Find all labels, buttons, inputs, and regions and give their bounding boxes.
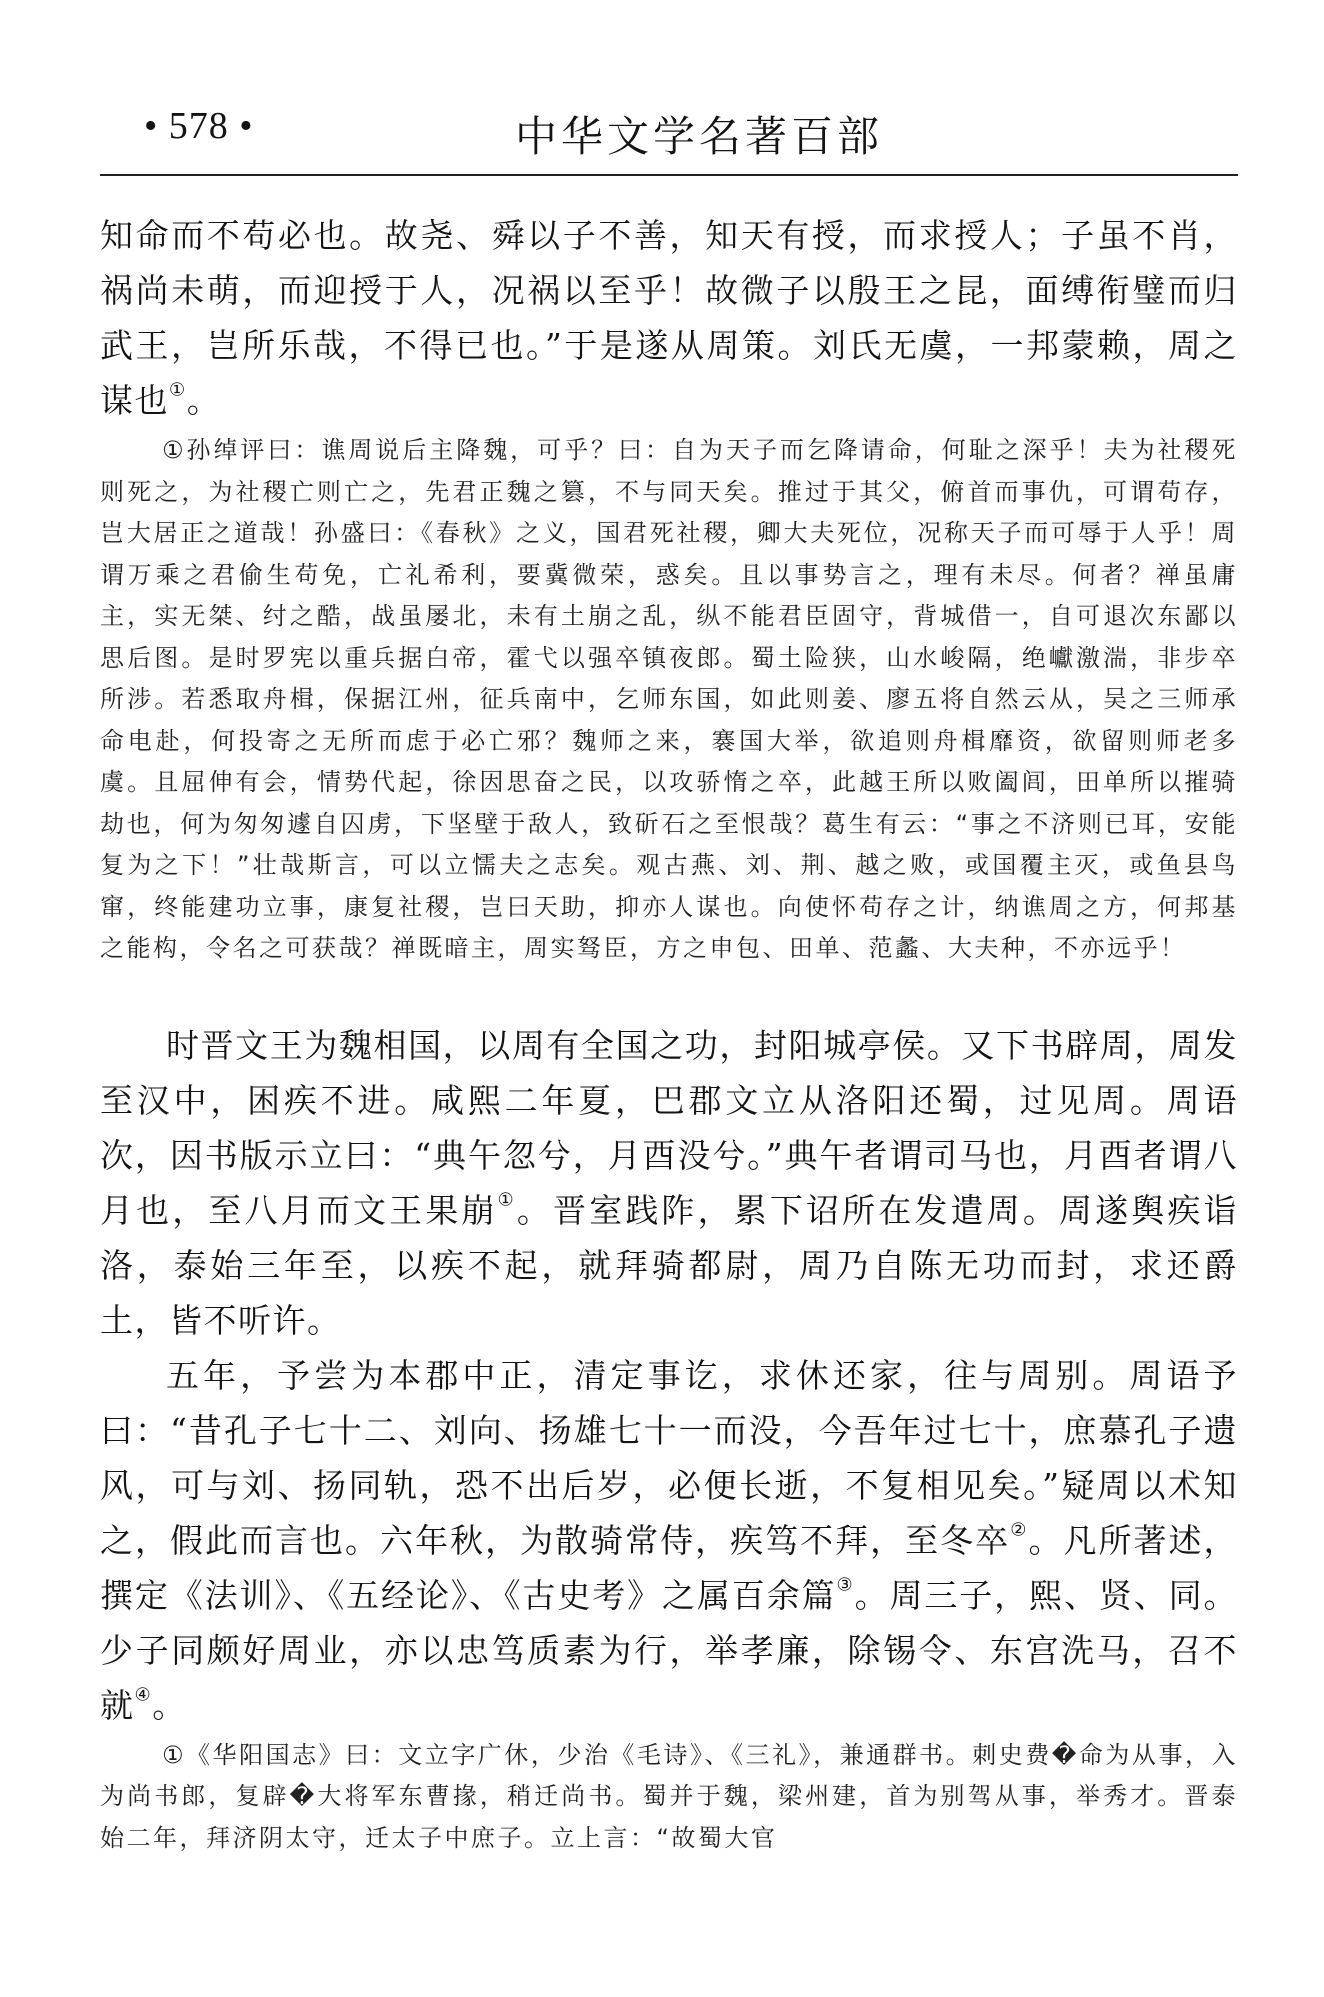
section-spacer — [100, 970, 1238, 1018]
paragraph-tail: 。 — [152, 1685, 187, 1725]
body-paragraph-3 — [100, 1348, 1238, 1733]
footnote-mark: ③ — [836, 1574, 855, 1596]
page-content — [100, 208, 1238, 1859]
paragraph-text: 。凡所著述，撰定《法训》、《五经论》、《古史考》之属百余篇 — [100, 1520, 1239, 1615]
footnote-mark: ① — [169, 379, 187, 401]
footnote-mark: ② — [1010, 1519, 1029, 1541]
footnote-mark: ① — [497, 1189, 517, 1211]
book-title: 中华文学名著百部 — [515, 112, 884, 161]
paragraph-text: 知命而不苟必也。故尧、舜以子不善，知天有授，而求授人；子虽不肖，祸尚未萌，而迎授于人，况祸以至乎！故微子以殷王之昆，面缚衔璧而归武王，岂所乐哉，不得已也。”于是遂从周策。刘氏无虞，一邦蒙赖，周之谋也 — [100, 216, 1238, 420]
paragraph-text: 时晋文王为魏相国，以周有全国之功，封阳城亭侯。又下书辟周，周发至汉中，困疾不进。咸熙二年夏，巴郡文立从洛阳还蜀，过见周。周语次，因书版示立曰：“典午忽兮，月酉没兮。”典午者谓司马也，月酉者谓八月也，至八月而文王果崩 — [100, 1025, 1238, 1230]
paragraph-text: 。周三子，熙、贤、同。少子同颇好周业，亦以忠笃质素为行，举孝廉，除锡令、东宫洗马，召不就 — [100, 1575, 1239, 1725]
footnote-mark: ④ — [134, 1684, 153, 1706]
body-paragraph-1 — [100, 208, 1238, 428]
page-header — [100, 104, 1238, 176]
paragraph-text: 。晋室践阼，累下诏所在发遣周。周遂舆疾诣洛，泰始三年至，以疾不起，就拜骑都尉，周乃自陈无功而封，求还爵土，皆不听许。 — [100, 1190, 1239, 1340]
footnote-block-1: ①孙绰评曰：谯周说后主降魏，可乎？曰：自为天子而乞降请命，何耻之深乎！夫为社稷死则死之，为社稷亡则亡之，先君正魏之篡，不与同天矣。推过于其父，俯首而事仇，可谓苟存，岂大居正之道哉！孙盛曰：《春秋》之义，国君死社稷，卿大夫死位，况称天子而可辱于人乎！周谓万乘之君偷生苟免，亡礼希利，要冀微荣，惑矣。且以事势言之，理有未尽。何者？禅虽庸主，实无桀、纣之酷，战虽屡北，未有土崩之乱，纵不能君臣固守，背城借一，自可退次东鄙以思后图。是时罗宪以重兵据白帝，霍弋以强卒镇夜郎。蜀土险狭，山水峻隔，绝巘激湍，非步卒所涉。若悉取舟楫，保据江州，征兵南中，乞师东国，如此则姜、廖五将自然云从，吴之三师承命电赴，何投寄之无所而虑于必亡邪？魏师之来，褰国大举，欲追则舟楫靡资，欲留则师老多虞。且屈伸有会，情势代起，徐因思奋之民，以攻骄惰之卒，此越王所以败阖闾，田单所以摧骑劫也，何为匆匆遽自囚虏，下坚壁于敌人，致斫石之至恨哉？葛生有云：“事之不济则已耳，安能复为之下！”壮哉斯言，可以立懦夫之志矣。观古燕、刘、荆、越之败，或国覆主灭，或鱼县鸟窜，终能建功立事，康复社稷，岂曰天助，抑亦人谋也。向使怀苟存之计，纳谯周之方，何邦基之能构，令名之可获哉？禅既暗主，周实驽臣，方之申包、田单、范蠡、大夫种，不亦远乎！ — [100, 436, 1238, 962]
paragraph-tail: 。 — [186, 381, 222, 420]
page-number: • 578 • — [144, 105, 254, 147]
paragraph-text: 五年，予尝为本郡中正，清定事讫，求休还家，往与周别。周语予曰：“昔孔子七十二、刘向、扬雄七十一而没，今吾年过七十，庶慕孔子遗风，可与刘、扬同轨，恐不出后岁，必便长逝，不复相见矣。”疑周以术知之，假此而言也。六年秋，为散骑常侍，疾笃不拜，至冬卒 — [100, 1355, 1238, 1560]
footnote-block-2: ①《华阳国志》曰：文立字广休，少治《毛诗》、《三礼》，兼通群书。刺史费�命为从事，入为尚书郎，复辟�大将军东曹掾，稍迁尚书。蜀并于魏，梁州建，首为别驾从事，举秀才。晋泰始二年，拜济阴太守，迁太子中庶子。立上言：“故蜀大官 — [100, 1740, 1238, 1852]
body-paragraph-2 — [100, 1018, 1238, 1348]
